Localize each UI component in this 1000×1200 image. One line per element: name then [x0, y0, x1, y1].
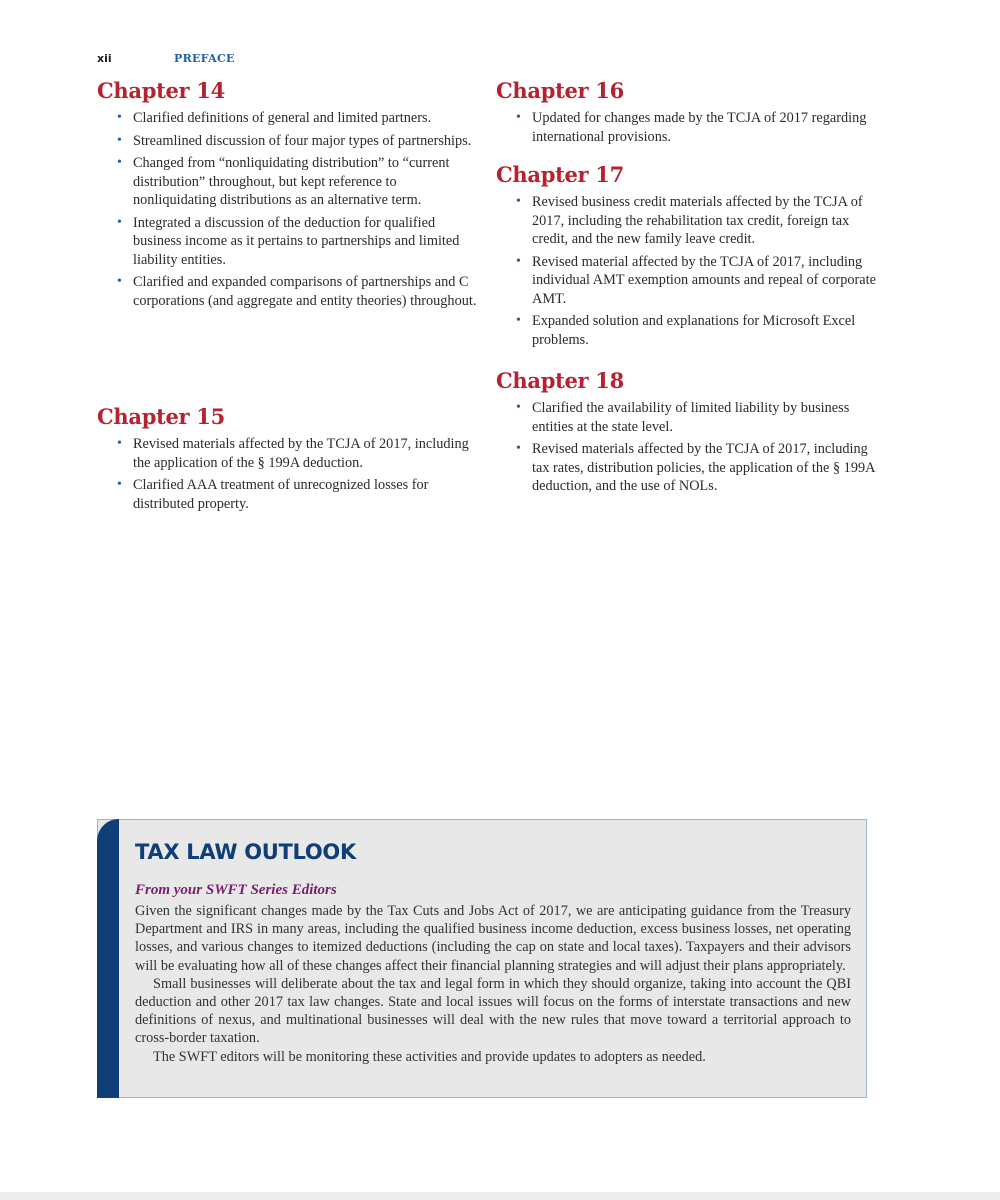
chapter-18-title: Chapter 18: [496, 368, 624, 393]
bullet-icon: •: [516, 441, 521, 456]
chapter-17-list: [496, 193, 876, 349]
list-item: • Updated for changes made by the TCJA of 2017 regarding international provisions.: [516, 110, 867, 145]
list-item: • Clarified and expanded comparisons of partnerships and C corporations (and aggregate and entity theories) throughout.: [117, 274, 477, 309]
list-item: • Revised business credit materials affected by the TCJA of 2017, including the rehabilitation tax credit, foreign tax credit, and the new family leave credit.: [516, 194, 863, 247]
bullet-icon: •: [117, 132, 122, 148]
bullet-icon: •: [516, 110, 521, 125]
bullet-icon: •: [117, 110, 122, 125]
outlook-paragraph: The SWFT editors will be monitoring these activities and provide updates to adopters as needed.: [153, 1048, 706, 1065]
bullet-icon: •: [117, 155, 122, 170]
bullet-icon: •: [117, 436, 122, 451]
outlook-byline: From your SWFT Series Editors: [135, 882, 337, 898]
chapter-16-section: [496, 79, 876, 150]
chapter-15-section: [97, 405, 477, 517]
page-number: xii: [97, 52, 112, 65]
outlook-paragraph: Small businesses will deliberate about the tax and legal form in which they should organize, taking into account the QBI deduction and other 2017 tax law changes. State and local issues will focus on the forms of interstate transactions and new definitions of nexus, and multinational businesses will deal with the new rules that move toward a territorial approach to cross-border taxation.: [135, 975, 851, 1047]
bullet-icon: •: [516, 400, 521, 415]
chapter-14-title: Chapter 14: [97, 78, 225, 103]
bullet-icon: •: [516, 253, 521, 269]
list-item: • Revised materials affected by the TCJA of 2017, including the application of the § 199A deduction.: [117, 436, 469, 471]
list-item: • Revised material affected by the TCJA of 2017, including individual AMT exemption amounts and repeal of corporate AMT.: [516, 253, 876, 307]
bullet-icon: •: [117, 274, 122, 289]
chapter-18-list: [496, 399, 876, 496]
running-head: [97, 52, 497, 68]
tax-law-outlook-box: [97, 819, 867, 1098]
outlook-title: TAX LAW OUTLOOK: [135, 840, 356, 864]
list-item: • Streamlined discussion of four major types of partnerships.: [117, 132, 472, 149]
chapter-16-list: [496, 109, 876, 146]
chapter-15-list: [97, 435, 477, 513]
chapter-14-list: [97, 109, 477, 310]
outlook-paragraph: Given the significant changes made by the Tax Cuts and Jobs Act of 2017, we are anticipating guidance from the Treasury Department and IRS in many areas, including the qualified business income deduction, excess business losses, net operating losses, and various changes to itemized deductions (including the cap on state and local taxes). Taxpayers and their advisors will be evaluating how all of these changes affect their financial planning strategies and will adjust their plans appropriately.: [135, 903, 851, 974]
bullet-icon: •: [516, 313, 521, 328]
bullet-icon: •: [117, 477, 122, 492]
bullet-icon: •: [516, 194, 521, 209]
bullet-icon: •: [117, 214, 122, 230]
list-item: • Clarified the availability of limited liability by business entities at the state level.: [516, 400, 850, 435]
section-label: PREFACE: [174, 52, 235, 65]
chapter-17-section: [496, 163, 876, 353]
chapter-18-section: [496, 369, 876, 500]
outlook-accent-band: [97, 819, 119, 1098]
outlook-body: [135, 902, 851, 1066]
chapter-17-title: Chapter 17: [496, 162, 624, 187]
page-bottom-edge: [0, 1192, 1000, 1200]
list-item: • Integrated a discussion of the deduction for qualified business income as it pertains to partnerships and limited liability entities.: [117, 214, 460, 268]
chapter-14-section: [97, 79, 477, 314]
chapter-16-title: Chapter 16: [496, 78, 624, 103]
list-item: • Clarified definitions of general and limited partners.: [117, 110, 432, 126]
chapter-15-title: Chapter 15: [97, 404, 225, 429]
list-item: • Clarified AAA treatment of unrecognized losses for distributed property.: [117, 477, 429, 512]
list-item: • Expanded solution and explanations for Microsoft Excel problems.: [516, 313, 856, 348]
list-item: • Changed from “nonliquidating distribution” to “current distribution” throughout, but kept reference to nonliquidating distributions as an alternative term.: [117, 155, 450, 208]
list-item: • Revised materials affected by the TCJA of 2017, including tax rates, distribution policies, the application of the § 199A deduction, and the use of NOLs.: [516, 441, 875, 494]
